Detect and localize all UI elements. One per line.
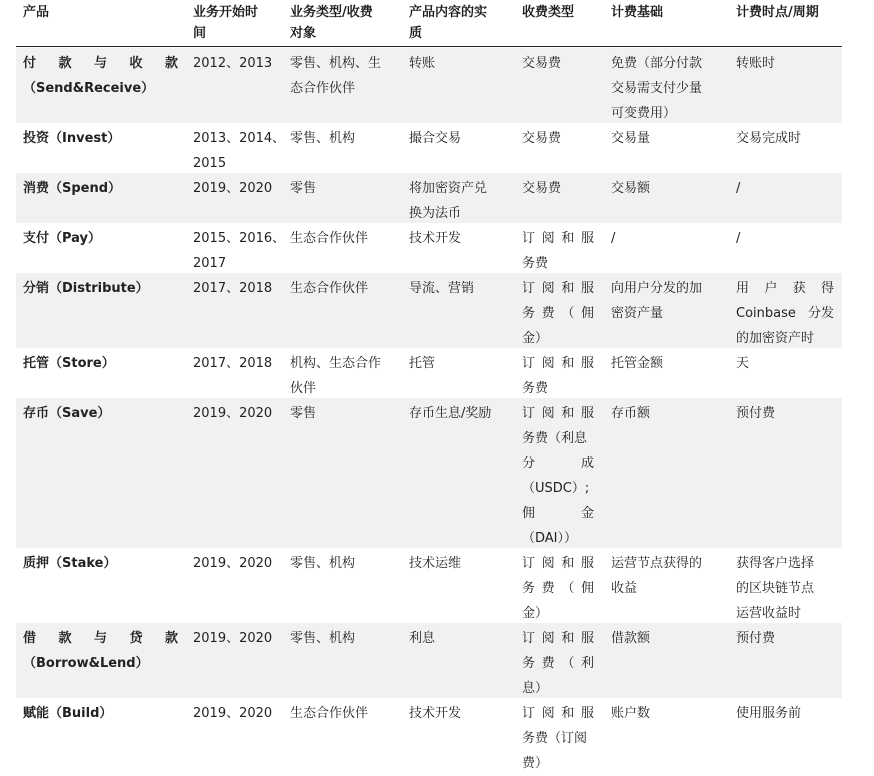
fee-type-line: 订 阅 和 服 — [522, 556, 594, 571]
product-content-line: 技术开发 — [409, 706, 462, 721]
fee-type-cell — [522, 276, 594, 351]
fee-type-line: 务 费 （ 佣 — [522, 306, 594, 321]
billing-basis-cell — [611, 626, 723, 651]
start-years-cell — [193, 276, 278, 301]
billing-timing-cell — [736, 351, 834, 376]
product-content-cell — [409, 551, 509, 576]
billing-timing-cell — [736, 401, 834, 426]
fee-type-cell — [522, 401, 594, 551]
product-content-cell — [409, 351, 509, 376]
fee-type-line: 订 阅 和 服 — [522, 231, 594, 246]
product-name-cell — [23, 351, 178, 376]
billing-basis-cell — [611, 401, 723, 426]
product-content-cell — [409, 401, 509, 426]
billing-basis-line: 收益 — [611, 581, 638, 596]
product-content-line: 导流、营销 — [409, 281, 475, 296]
business-type-line: 生态合作伙伴 — [290, 281, 369, 296]
billing-basis-line: / — [611, 231, 616, 246]
start-years-line: 2015、2016、 — [193, 231, 286, 246]
table-row — [16, 123, 842, 173]
business-type-line: 生态合作伙伴 — [290, 706, 369, 721]
fee-type-line: 订 阅 和 服 — [522, 356, 594, 371]
product-name-line: （Send&Receive） — [23, 81, 155, 96]
billing-timing-line: 使用服务前 — [736, 706, 802, 721]
business-type-cell — [290, 701, 400, 726]
start-years-cell — [193, 176, 278, 201]
product-name-line: 托管（Store） — [23, 356, 115, 371]
billing-basis-line: 存币额 — [611, 406, 651, 421]
fee-type-line: 务 费 （ 佣 — [522, 581, 594, 596]
fee-type-line: 息） — [522, 681, 549, 696]
billing-basis-line: 交易需支付少量 — [611, 81, 703, 96]
table-row — [16, 48, 842, 123]
product-content-line: 撮合交易 — [409, 131, 462, 146]
header-fee-type: 收费类型 — [522, 5, 575, 20]
business-type-cell — [290, 401, 400, 426]
product-name-cell — [23, 51, 178, 101]
business-type-line: 零售 — [290, 181, 317, 196]
business-type-cell — [290, 626, 400, 651]
billing-basis-line: 托管金额 — [611, 356, 664, 371]
fee-type-line: （DAI）） — [522, 531, 578, 546]
product-content-cell — [409, 226, 509, 251]
business-type-cell — [290, 351, 400, 401]
product-content-line: 转账 — [409, 56, 436, 71]
product-content-line: 托管 — [409, 356, 436, 371]
billing-basis-line: 免费（部分付款 — [611, 56, 703, 71]
billing-basis-cell — [611, 276, 723, 326]
product-name-line: 存币（Save） — [23, 406, 111, 421]
business-type-line: 机构、生态合作 — [290, 356, 382, 371]
product-content-line: 将加密资产兑 — [409, 181, 488, 196]
billing-basis-line: 密资产量 — [611, 306, 664, 321]
start-years-cell — [193, 351, 278, 376]
fee-type-cell — [522, 551, 594, 626]
product-name-line: 分销（Distribute） — [23, 281, 149, 296]
product-name-cell — [23, 551, 178, 576]
header-billing-timing: 计费时点/周期 — [736, 5, 819, 20]
product-content-line: 存币生息/奖励 — [409, 406, 492, 421]
product-content-line: 换为法币 — [409, 206, 462, 221]
table-row — [16, 398, 842, 548]
fee-type-cell — [522, 351, 594, 401]
start-years-cell — [193, 551, 278, 576]
header-start-year: 业务开始时 间 — [193, 5, 259, 41]
product-content-cell — [409, 626, 509, 651]
billing-basis-cell — [611, 176, 723, 201]
billing-basis-line: 运营节点获得的 — [611, 556, 703, 571]
header-divider — [16, 46, 842, 47]
product-content-cell — [409, 276, 509, 301]
start-years-cell — [193, 626, 278, 651]
start-years-line: 2012、2013 — [193, 56, 273, 71]
fee-type-line: 金） — [522, 331, 549, 346]
fee-type-line: 务费 — [522, 256, 549, 271]
business-type-line: 零售、机构 — [290, 131, 356, 146]
billing-timing-line: / — [736, 231, 741, 246]
start-years-line: 2019、2020 — [193, 631, 273, 646]
fee-type-line: 务费（利息 — [522, 431, 588, 446]
header-product: 产品 — [23, 5, 50, 20]
billing-basis-cell — [611, 226, 723, 251]
billing-basis-line: 借款额 — [611, 631, 651, 646]
billing-basis-line: 可变费用） — [611, 106, 677, 121]
product-name-line: 赋能（Build） — [23, 706, 113, 721]
billing-timing-line: Coinbase 分发 — [736, 306, 834, 321]
billing-timing-line: 预付费 — [736, 406, 776, 421]
fee-type-cell — [522, 51, 594, 76]
start-years-line: 2019、2020 — [193, 181, 273, 196]
fee-type-line: 分 成 — [522, 456, 594, 471]
product-content-cell — [409, 701, 509, 726]
table-row — [16, 348, 842, 398]
fee-type-line: 订 阅 和 服 — [522, 281, 594, 296]
billing-timing-line: 天 — [736, 356, 750, 371]
fee-type-line: 金） — [522, 606, 549, 621]
billing-basis-cell — [611, 51, 723, 126]
business-type-line: 零售、机构 — [290, 556, 356, 571]
start-years-cell — [193, 401, 278, 426]
start-years-cell — [193, 701, 278, 726]
billing-timing-line: 预付费 — [736, 631, 776, 646]
fee-type-line: 交易费 — [522, 131, 562, 146]
billing-timing-cell — [736, 226, 834, 251]
billing-timing-cell — [736, 551, 834, 626]
product-name-cell — [23, 126, 178, 151]
billing-timing-cell — [736, 51, 834, 76]
business-type-cell — [290, 176, 400, 201]
product-name-line: 支付（Pay） — [23, 231, 102, 246]
product-content-line: 利息 — [409, 631, 436, 646]
billing-timing-line: 转账时 — [736, 56, 776, 71]
billing-basis-line: 向用户分发的加 — [611, 281, 703, 296]
product-name-cell — [23, 176, 178, 201]
header-billing-basis: 计费基础 — [611, 5, 664, 20]
billing-basis-cell — [611, 351, 723, 376]
business-type-line: 生态合作伙伴 — [290, 231, 369, 246]
business-type-line: 态合作伙伴 — [290, 81, 356, 96]
start-years-line: 2013、2014、 — [193, 131, 286, 146]
fee-type-line: 交易费 — [522, 56, 562, 71]
fee-type-line: 佣 金 — [522, 506, 594, 521]
fee-type-cell — [522, 126, 594, 151]
business-type-cell — [290, 276, 400, 301]
business-type-cell — [290, 126, 400, 151]
business-type-line: 零售、机构 — [290, 631, 356, 646]
table-row — [16, 548, 842, 623]
table-row — [16, 173, 842, 223]
fee-type-line: 务费 — [522, 381, 549, 396]
business-type-cell — [290, 51, 400, 101]
billing-timing-cell — [736, 126, 834, 151]
fee-type-cell — [522, 176, 594, 201]
billing-timing-line: 用 户 获 得 — [736, 281, 834, 296]
billing-timing-line: 的加密资产时 — [736, 331, 815, 346]
header-business-type: 业务类型/收费 对象 — [290, 5, 373, 41]
product-name-line: 付 款 与 收 款 — [23, 56, 178, 71]
billing-basis-line: 账户数 — [611, 706, 651, 721]
fee-type-line: 订 阅 和 服 — [522, 631, 594, 646]
product-name-cell — [23, 276, 178, 301]
business-type-line: 伙伴 — [290, 381, 317, 396]
billing-basis-line: 交易量 — [611, 131, 651, 146]
fee-type-line: 务费（订阅 — [522, 731, 588, 746]
billing-timing-line: 运营收益时 — [736, 606, 802, 621]
billing-timing-cell — [736, 626, 834, 651]
table-header — [0, 0, 842, 45]
table-row — [16, 698, 842, 771]
product-name-cell — [23, 401, 178, 426]
billing-timing-line: 获得客户选择 — [736, 556, 815, 571]
product-name-cell — [23, 226, 178, 251]
table-row — [16, 273, 842, 348]
product-name-line: 消费（Spend） — [23, 181, 122, 196]
table-row — [16, 623, 842, 698]
fee-type-line: 务 费 （ 利 — [522, 656, 594, 671]
billing-timing-cell — [736, 276, 834, 351]
start-years-line: 2019、2020 — [193, 406, 273, 421]
product-name-line: 借 款 与 贷 款 — [23, 631, 178, 646]
start-years-line: 2017 — [193, 256, 227, 271]
billing-basis-line: 交易额 — [611, 181, 651, 196]
billing-timing-cell — [736, 176, 834, 201]
fee-type-line: 交易费 — [522, 181, 562, 196]
product-content-line: 技术开发 — [409, 231, 462, 246]
billing-timing-line: 交易完成时 — [736, 131, 802, 146]
start-years-line: 2019、2020 — [193, 556, 273, 571]
business-type-cell — [290, 226, 400, 251]
billing-basis-cell — [611, 126, 723, 151]
table-row — [16, 223, 842, 273]
start-years-cell — [193, 126, 286, 176]
fee-type-line: 订 阅 和 服 — [522, 406, 594, 421]
start-years-line: 2017、2018 — [193, 281, 273, 296]
fee-type-cell — [522, 226, 594, 276]
business-type-line: 零售、机构、生 — [290, 56, 382, 71]
fee-type-line: 订 阅 和 服 — [522, 706, 594, 721]
billing-timing-cell — [736, 701, 834, 726]
billing-timing-line: 的区块链节点 — [736, 581, 815, 596]
start-years-line: 2015 — [193, 156, 227, 171]
product-content-cell — [409, 176, 509, 226]
fee-type-line: （USDC）; — [522, 481, 590, 496]
start-years-line: 2017、2018 — [193, 356, 273, 371]
business-type-line: 零售 — [290, 406, 317, 421]
product-content-line: 技术运维 — [409, 556, 462, 571]
fee-type-cell — [522, 626, 594, 701]
product-name-cell — [23, 626, 178, 676]
product-name-line: 质押（Stake） — [23, 556, 117, 571]
billing-basis-cell — [611, 701, 723, 726]
product-content-cell — [409, 51, 509, 76]
billing-timing-line: / — [736, 181, 741, 196]
business-type-cell — [290, 551, 400, 576]
billing-basis-cell — [611, 551, 723, 601]
product-name-cell — [23, 701, 178, 726]
fee-type-line: 费） — [522, 756, 549, 771]
fee-type-cell — [522, 701, 594, 776]
product-name-line: （Borrow&Lend） — [23, 656, 149, 671]
header-content: 产品内容的实 质 — [409, 5, 488, 41]
start-years-line: 2019、2020 — [193, 706, 273, 721]
product-content-cell — [409, 126, 509, 151]
product-name-line: 投资（Invest） — [23, 131, 121, 146]
start-years-cell — [193, 51, 278, 76]
start-years-cell — [193, 226, 286, 276]
